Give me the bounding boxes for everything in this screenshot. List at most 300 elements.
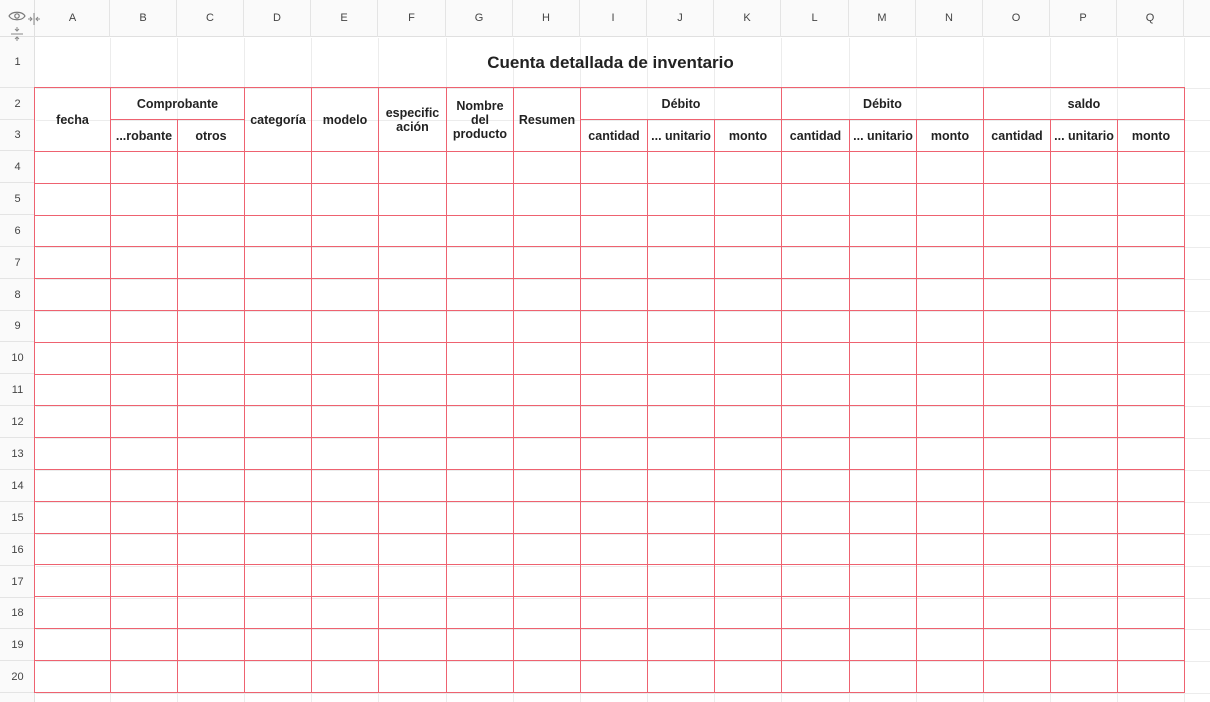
- header-cantidad[interactable]: cantidad: [782, 120, 850, 152]
- table-cell[interactable]: [35, 342, 111, 374]
- table-cell[interactable]: [850, 565, 917, 597]
- header-resumen[interactable]: Resumen: [514, 88, 581, 152]
- table-cell[interactable]: [581, 597, 648, 629]
- table-cell[interactable]: [111, 438, 178, 470]
- table-cell[interactable]: [178, 374, 245, 406]
- table-cell[interactable]: [715, 660, 782, 692]
- table-cell[interactable]: [648, 152, 715, 184]
- table-cell[interactable]: [178, 247, 245, 279]
- table-cell[interactable]: [245, 660, 312, 692]
- row-header-13[interactable]: 13: [0, 438, 35, 470]
- table-cell[interactable]: [782, 406, 850, 438]
- table-cell[interactable]: [312, 501, 379, 533]
- sheet-title[interactable]: Cuenta detallada de inventario: [487, 52, 734, 72]
- row-header-1[interactable]: 1: [0, 37, 35, 88]
- table-cell[interactable]: [447, 374, 514, 406]
- table-cell[interactable]: [447, 533, 514, 565]
- table-cell[interactable]: [1051, 597, 1118, 629]
- table-cell[interactable]: [715, 438, 782, 470]
- table-cell[interactable]: [447, 565, 514, 597]
- table-cell[interactable]: [648, 247, 715, 279]
- table-cell[interactable]: [447, 247, 514, 279]
- table-cell[interactable]: [312, 279, 379, 311]
- table-cell[interactable]: [447, 469, 514, 501]
- table-cell[interactable]: [850, 660, 917, 692]
- table-cell[interactable]: [178, 310, 245, 342]
- table-cell[interactable]: [1118, 501, 1185, 533]
- table-cell[interactable]: [715, 247, 782, 279]
- eye-icon[interactable]: [8, 10, 26, 22]
- table-cell[interactable]: [648, 438, 715, 470]
- table-cell[interactable]: [178, 406, 245, 438]
- table-cell[interactable]: [111, 183, 178, 215]
- header-saldo[interactable]: saldo: [984, 88, 1185, 120]
- freeze-rows-icon[interactable]: [10, 26, 24, 42]
- table-cell[interactable]: [312, 374, 379, 406]
- table-cell[interactable]: [35, 597, 111, 629]
- table-cell[interactable]: [312, 310, 379, 342]
- table-cell[interactable]: [245, 565, 312, 597]
- table-cell[interactable]: [178, 469, 245, 501]
- table-cell[interactable]: [648, 597, 715, 629]
- table-cell[interactable]: [312, 597, 379, 629]
- header-comprobante-sub1[interactable]: ...robante: [111, 120, 178, 152]
- table-cell[interactable]: [581, 469, 648, 501]
- table-cell[interactable]: [581, 279, 648, 311]
- header-categoria[interactable]: categoría: [245, 88, 312, 152]
- table-cell[interactable]: [379, 597, 447, 629]
- table-cell[interactable]: [850, 279, 917, 311]
- table-cell[interactable]: [178, 279, 245, 311]
- column-header-o[interactable]: O: [983, 0, 1050, 37]
- table-cell[interactable]: [379, 310, 447, 342]
- table-cell[interactable]: [1051, 660, 1118, 692]
- table-cell[interactable]: [245, 152, 312, 184]
- table-cell[interactable]: [984, 501, 1051, 533]
- table-cell[interactable]: [917, 152, 984, 184]
- select-all-corner[interactable]: [0, 0, 35, 37]
- table-cell[interactable]: [850, 342, 917, 374]
- table-cell[interactable]: [917, 279, 984, 311]
- table-cell[interactable]: [514, 597, 581, 629]
- table-cell[interactable]: [782, 374, 850, 406]
- table-cell[interactable]: [715, 374, 782, 406]
- table-cell[interactable]: [581, 501, 648, 533]
- row-header-18[interactable]: 18: [0, 598, 35, 629]
- table-cell[interactable]: [178, 438, 245, 470]
- row-header-11[interactable]: 11: [0, 374, 35, 406]
- table-cell[interactable]: [984, 215, 1051, 247]
- header-especificacion[interactable]: especific ación: [379, 88, 447, 152]
- table-cell[interactable]: [245, 342, 312, 374]
- table-cell[interactable]: [35, 247, 111, 279]
- table-cell[interactable]: [850, 183, 917, 215]
- table-cell[interactable]: [1118, 374, 1185, 406]
- freeze-columns-icon[interactable]: [27, 12, 41, 26]
- table-cell[interactable]: [447, 438, 514, 470]
- table-cell[interactable]: [648, 374, 715, 406]
- table-cell[interactable]: [35, 501, 111, 533]
- table-cell[interactable]: [782, 279, 850, 311]
- table-cell[interactable]: [514, 152, 581, 184]
- table-cell[interactable]: [850, 152, 917, 184]
- table-cell[interactable]: [35, 565, 111, 597]
- table-cell[interactable]: [782, 565, 850, 597]
- table-cell[interactable]: [1051, 247, 1118, 279]
- row-header-3[interactable]: 3: [0, 120, 35, 151]
- column-header-k[interactable]: K: [714, 0, 781, 37]
- table-cell[interactable]: [379, 279, 447, 311]
- header-cantidad[interactable]: cantidad: [581, 120, 648, 152]
- table-cell[interactable]: [1051, 374, 1118, 406]
- table-cell[interactable]: [111, 215, 178, 247]
- table-cell[interactable]: [1051, 152, 1118, 184]
- table-cell[interactable]: [447, 152, 514, 184]
- table-cell[interactable]: [984, 247, 1051, 279]
- table-cell[interactable]: [850, 533, 917, 565]
- table-cell[interactable]: [581, 310, 648, 342]
- table-cell[interactable]: [35, 374, 111, 406]
- table-cell[interactable]: [379, 342, 447, 374]
- header-modelo[interactable]: modelo: [312, 88, 379, 152]
- column-header-a[interactable]: A: [36, 0, 110, 37]
- table-cell[interactable]: [312, 342, 379, 374]
- header-debito-1[interactable]: Débito: [581, 88, 782, 120]
- table-cell[interactable]: [514, 215, 581, 247]
- row-header-17[interactable]: 17: [0, 566, 35, 598]
- column-header-g[interactable]: G: [446, 0, 513, 37]
- table-cell[interactable]: [581, 438, 648, 470]
- row-header-4[interactable]: 4: [0, 151, 35, 183]
- table-cell[interactable]: [447, 660, 514, 692]
- table-cell[interactable]: [111, 374, 178, 406]
- table-cell[interactable]: [782, 533, 850, 565]
- table-cell[interactable]: [581, 628, 648, 660]
- table-cell[interactable]: [715, 628, 782, 660]
- table-cell[interactable]: [1118, 215, 1185, 247]
- table-cell[interactable]: [447, 406, 514, 438]
- table-cell[interactable]: [917, 406, 984, 438]
- table-cell[interactable]: [379, 247, 447, 279]
- table-cell[interactable]: [850, 215, 917, 247]
- table-cell[interactable]: [111, 406, 178, 438]
- table-cell[interactable]: [447, 279, 514, 311]
- table-cell[interactable]: [379, 183, 447, 215]
- table-cell[interactable]: [245, 438, 312, 470]
- table-cell[interactable]: [514, 660, 581, 692]
- table-cell[interactable]: [581, 660, 648, 692]
- table-cell[interactable]: [648, 215, 715, 247]
- table-cell[interactable]: [245, 628, 312, 660]
- table-cell[interactable]: [514, 565, 581, 597]
- table-cell[interactable]: [648, 183, 715, 215]
- table-cell[interactable]: [35, 660, 111, 692]
- table-cell[interactable]: [715, 406, 782, 438]
- table-cell[interactable]: [715, 279, 782, 311]
- table-cell[interactable]: [715, 501, 782, 533]
- table-cell[interactable]: [984, 152, 1051, 184]
- table-cell[interactable]: [245, 374, 312, 406]
- table-cell[interactable]: [782, 501, 850, 533]
- table-cell[interactable]: [782, 628, 850, 660]
- table-cell[interactable]: [447, 310, 514, 342]
- row-header-9[interactable]: 9: [0, 311, 35, 342]
- table-cell[interactable]: [379, 501, 447, 533]
- table-cell[interactable]: [581, 406, 648, 438]
- table-cell[interactable]: [1118, 342, 1185, 374]
- table-cell[interactable]: [1118, 660, 1185, 692]
- table-cell[interactable]: [35, 469, 111, 501]
- table-cell[interactable]: [850, 247, 917, 279]
- table-cell[interactable]: [245, 247, 312, 279]
- table-cell[interactable]: [782, 310, 850, 342]
- table-cell[interactable]: [379, 438, 447, 470]
- table-cell[interactable]: [379, 628, 447, 660]
- table-cell[interactable]: [917, 501, 984, 533]
- table-cell[interactable]: [1118, 406, 1185, 438]
- table-cell[interactable]: [648, 469, 715, 501]
- table-cell[interactable]: [648, 279, 715, 311]
- table-cell[interactable]: [782, 438, 850, 470]
- table-cell[interactable]: [111, 469, 178, 501]
- table-cell[interactable]: [379, 565, 447, 597]
- table-cell[interactable]: [984, 438, 1051, 470]
- table-cell[interactable]: [1051, 628, 1118, 660]
- table-cell[interactable]: [581, 183, 648, 215]
- table-cell[interactable]: [1118, 279, 1185, 311]
- table-cell[interactable]: [245, 469, 312, 501]
- table-cell[interactable]: [715, 215, 782, 247]
- column-header-h[interactable]: H: [513, 0, 580, 37]
- table-cell[interactable]: [984, 406, 1051, 438]
- column-header-f[interactable]: F: [378, 0, 446, 37]
- table-cell[interactable]: [917, 628, 984, 660]
- table-cell[interactable]: [1051, 565, 1118, 597]
- table-cell[interactable]: [35, 215, 111, 247]
- table-cell[interactable]: [782, 183, 850, 215]
- header-fecha[interactable]: fecha: [35, 88, 111, 152]
- table-cell[interactable]: [917, 342, 984, 374]
- table-cell[interactable]: [850, 469, 917, 501]
- table-cell[interactable]: [1118, 183, 1185, 215]
- row-header-2[interactable]: 2: [0, 88, 35, 120]
- table-cell[interactable]: [379, 469, 447, 501]
- table-cell[interactable]: [1118, 247, 1185, 279]
- table-cell[interactable]: [1118, 438, 1185, 470]
- table-cell[interactable]: [111, 565, 178, 597]
- table-cell[interactable]: [514, 374, 581, 406]
- table-cell[interactable]: [35, 279, 111, 311]
- row-header-8[interactable]: 8: [0, 279, 35, 311]
- table-cell[interactable]: [35, 533, 111, 565]
- table-cell[interactable]: [178, 533, 245, 565]
- table-cell[interactable]: [1118, 565, 1185, 597]
- table-cell[interactable]: [447, 501, 514, 533]
- table-cell[interactable]: [581, 152, 648, 184]
- table-cell[interactable]: [111, 279, 178, 311]
- table-cell[interactable]: [648, 660, 715, 692]
- table-cell[interactable]: [1051, 533, 1118, 565]
- table-cell[interactable]: [1051, 501, 1118, 533]
- table-cell[interactable]: [312, 152, 379, 184]
- table-cell[interactable]: [312, 660, 379, 692]
- table-cell[interactable]: [514, 183, 581, 215]
- table-cell[interactable]: [984, 374, 1051, 406]
- table-cell[interactable]: [850, 438, 917, 470]
- header-unitario[interactable]: ... unitario: [1051, 120, 1118, 152]
- table-cell[interactable]: [581, 342, 648, 374]
- table-cell[interactable]: [984, 183, 1051, 215]
- table-cell[interactable]: [1051, 310, 1118, 342]
- table-cell[interactable]: [379, 660, 447, 692]
- table-cell[interactable]: [35, 183, 111, 215]
- table-cell[interactable]: [648, 342, 715, 374]
- table-cell[interactable]: [782, 597, 850, 629]
- table-cell[interactable]: [782, 247, 850, 279]
- table-cell[interactable]: [715, 342, 782, 374]
- table-cell[interactable]: [648, 533, 715, 565]
- table-cell[interactable]: [782, 342, 850, 374]
- table-cell[interactable]: [447, 183, 514, 215]
- table-cell[interactable]: [245, 215, 312, 247]
- table-cell[interactable]: [917, 183, 984, 215]
- table-cell[interactable]: [312, 533, 379, 565]
- table-cell[interactable]: [312, 183, 379, 215]
- table-cell[interactable]: [379, 533, 447, 565]
- table-cell[interactable]: [782, 215, 850, 247]
- header-unitario[interactable]: ... unitario: [648, 120, 715, 152]
- table-cell[interactable]: [379, 152, 447, 184]
- table-cell[interactable]: [111, 152, 178, 184]
- row-header-12[interactable]: 12: [0, 406, 35, 438]
- table-cell[interactable]: [984, 597, 1051, 629]
- header-monto[interactable]: monto: [917, 120, 984, 152]
- header-unitario[interactable]: ... unitario: [850, 120, 917, 152]
- header-debito-2[interactable]: Débito: [782, 88, 984, 120]
- table-cell[interactable]: [715, 310, 782, 342]
- table-cell[interactable]: [178, 501, 245, 533]
- table-cell[interactable]: [447, 628, 514, 660]
- row-header-16[interactable]: 16: [0, 534, 35, 566]
- table-cell[interactable]: [984, 342, 1051, 374]
- table-cell[interactable]: [1118, 469, 1185, 501]
- table-cell[interactable]: [245, 279, 312, 311]
- table-cell[interactable]: [581, 533, 648, 565]
- table-cell[interactable]: [715, 597, 782, 629]
- table-cell[interactable]: [245, 183, 312, 215]
- table-cell[interactable]: [447, 342, 514, 374]
- column-header-l[interactable]: L: [781, 0, 849, 37]
- row-header-5[interactable]: 5: [0, 183, 35, 215]
- header-monto[interactable]: monto: [1118, 120, 1185, 152]
- table-cell[interactable]: [514, 438, 581, 470]
- table-cell[interactable]: [917, 469, 984, 501]
- table-cell[interactable]: [514, 247, 581, 279]
- table-cell[interactable]: [245, 597, 312, 629]
- column-header-extra[interactable]: [1184, 0, 1210, 37]
- table-cell[interactable]: [111, 501, 178, 533]
- column-header-i[interactable]: I: [580, 0, 647, 37]
- table-cell[interactable]: [1051, 438, 1118, 470]
- table-cell[interactable]: [1118, 310, 1185, 342]
- table-cell[interactable]: [1051, 342, 1118, 374]
- table-cell[interactable]: [984, 628, 1051, 660]
- table-cell[interactable]: [178, 342, 245, 374]
- table-cell[interactable]: [1051, 406, 1118, 438]
- table-cell[interactable]: [111, 533, 178, 565]
- column-header-d[interactable]: D: [244, 0, 311, 37]
- table-cell[interactable]: [111, 597, 178, 629]
- table-cell[interactable]: [850, 406, 917, 438]
- header-comprobante[interactable]: Comprobante: [111, 88, 245, 120]
- table-cell[interactable]: [514, 279, 581, 311]
- table-cell[interactable]: [782, 469, 850, 501]
- column-header-c[interactable]: C: [177, 0, 244, 37]
- table-cell[interactable]: [178, 152, 245, 184]
- table-cell[interactable]: [245, 406, 312, 438]
- row-header-15[interactable]: 15: [0, 502, 35, 534]
- column-header-n[interactable]: N: [916, 0, 983, 37]
- inventory-table[interactable]: [34, 87, 1185, 693]
- table-cell[interactable]: [514, 628, 581, 660]
- table-cell[interactable]: [514, 310, 581, 342]
- table-cell[interactable]: [715, 565, 782, 597]
- table-cell[interactable]: [35, 438, 111, 470]
- row-header-7[interactable]: 7: [0, 247, 35, 279]
- table-cell[interactable]: [312, 438, 379, 470]
- table-cell[interactable]: [379, 215, 447, 247]
- table-cell[interactable]: [111, 342, 178, 374]
- column-header-q[interactable]: Q: [1117, 0, 1184, 37]
- table-cell[interactable]: [514, 533, 581, 565]
- row-header-10[interactable]: 10: [0, 342, 35, 374]
- table-cell[interactable]: [581, 247, 648, 279]
- table-cell[interactable]: [35, 406, 111, 438]
- table-cell[interactable]: [447, 597, 514, 629]
- table-cell[interactable]: [715, 533, 782, 565]
- table-cell[interactable]: [917, 215, 984, 247]
- table-cell[interactable]: [917, 565, 984, 597]
- table-cell[interactable]: [1051, 215, 1118, 247]
- row-header-20[interactable]: 20: [0, 661, 35, 693]
- table-cell[interactable]: [245, 533, 312, 565]
- header-nombre-producto[interactable]: Nombre del producto: [447, 88, 514, 152]
- table-cell[interactable]: [514, 342, 581, 374]
- table-cell[interactable]: [1051, 469, 1118, 501]
- table-cell[interactable]: [917, 438, 984, 470]
- row-header-14[interactable]: 14: [0, 470, 35, 502]
- table-cell[interactable]: [111, 660, 178, 692]
- table-cell[interactable]: [715, 469, 782, 501]
- table-cell[interactable]: [648, 565, 715, 597]
- table-cell[interactable]: [581, 215, 648, 247]
- table-cell[interactable]: [782, 660, 850, 692]
- table-cell[interactable]: [917, 533, 984, 565]
- table-cell[interactable]: [917, 374, 984, 406]
- table-cell[interactable]: [850, 628, 917, 660]
- table-cell[interactable]: [984, 565, 1051, 597]
- table-cell[interactable]: [312, 469, 379, 501]
- table-cell[interactable]: [312, 565, 379, 597]
- table-cell[interactable]: [178, 660, 245, 692]
- row-header-6[interactable]: 6: [0, 215, 35, 247]
- table-cell[interactable]: [178, 215, 245, 247]
- table-cell[interactable]: [984, 279, 1051, 311]
- table-cell[interactable]: [581, 565, 648, 597]
- table-cell[interactable]: [917, 247, 984, 279]
- table-cell[interactable]: [245, 310, 312, 342]
- table-cell[interactable]: [178, 183, 245, 215]
